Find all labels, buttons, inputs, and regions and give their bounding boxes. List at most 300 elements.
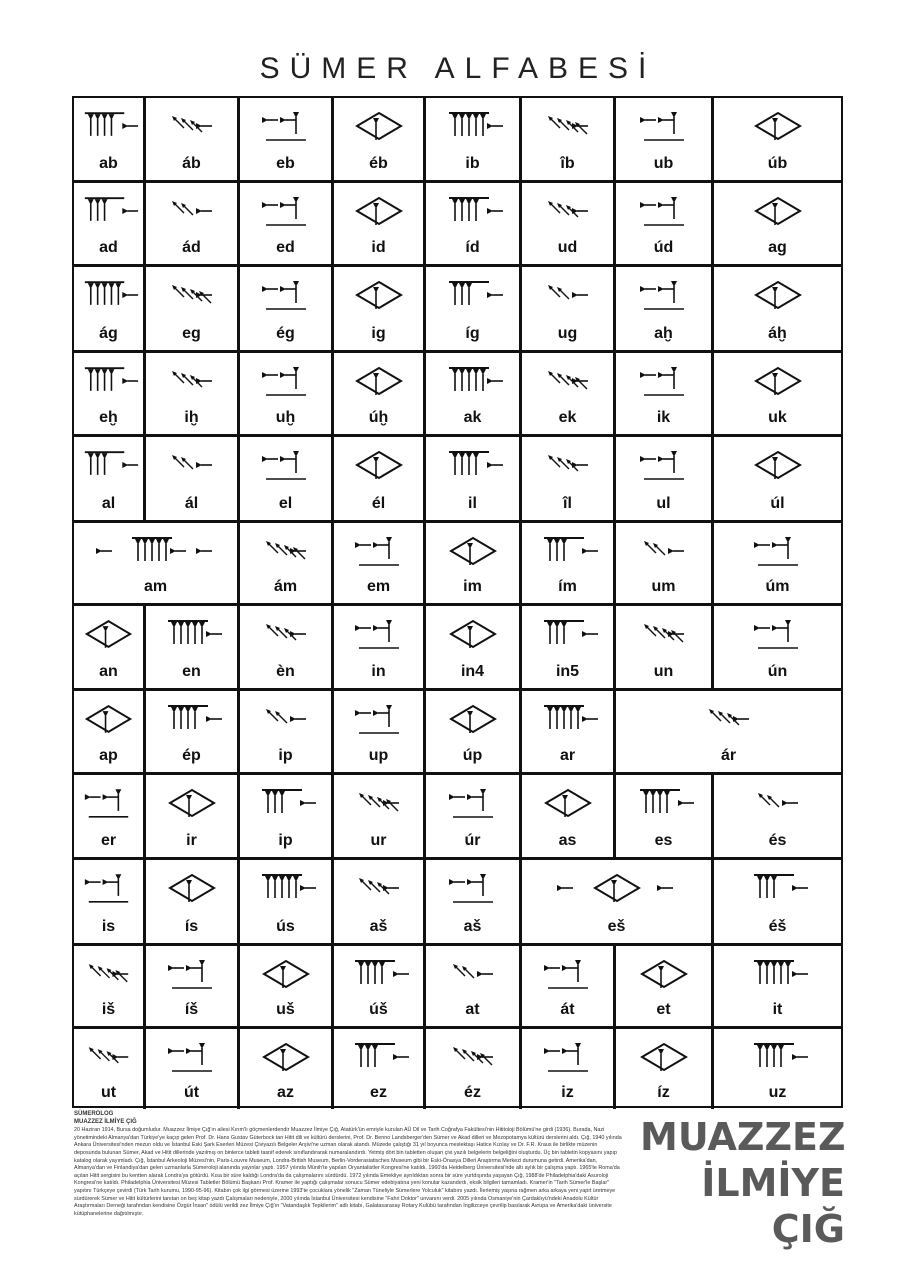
sign-label: ún [767,663,788,680]
sign-cell [616,353,714,434]
sign-cell [74,523,240,603]
sign-label: al [101,495,116,512]
grid-row [74,775,841,860]
sign-cell [146,98,240,180]
cuneiform-sign-icon [146,273,237,317]
sign-label: úd [653,239,674,256]
sign-label: ag [768,239,787,256]
grid-row [74,691,841,775]
sign-cell [240,860,334,943]
sign-cell [522,437,616,520]
sign-cell [240,183,334,264]
sign-cell [522,267,616,350]
sign-label: ig [371,325,386,342]
sign-cell [334,98,426,180]
sign-label: ib [465,155,480,172]
sign-label: up [368,747,389,764]
cuneiform-sign-icon [714,866,841,910]
sign-label: iš [101,1001,116,1018]
sign-cell [74,1029,146,1109]
sign-cell [426,691,522,772]
sign-cell [74,437,146,520]
cuneiform-sign-icon [616,529,711,573]
sign-label: él [371,495,386,512]
sign-cell [146,946,240,1026]
author-name [640,1114,845,1252]
sign-label: ip [278,832,293,849]
cuneiform-sign-icon [74,189,143,233]
sign-cell [334,860,426,943]
sign-label: úl [770,495,785,512]
bio-text: 20 Haziran 1914, Bursa doğumludur. Muazzez İlmiye Çığ'ın ailesi Kırım'lı göçmenlerdendir Muazzez İlmiye Çığ, Atatürk'ün emriyle kurulan AÜ Dil ve Tarih Coğrafya Fakültesi'nin Hititoloji Bölümü'ne girdi (1936). Burada, Nazi yönetimindeki Almanya'dan Türkiye'ye kaçıp gelen Prof. Dr. Hans Gustav Güterbock tan Hitit dili ve kültürü derslerini, Prof. Dr. Benno Landsberger'den Sümer ve Akad dilleri ve Mezopotamya kültürü derslerini aldı. Çığ, 1940 yılında Ankara Üniversitesi'nden mezun oldu ve İstanbul Eski Şark Eserleri Müzesi Çiviyazılı Belgeler Arşivi'ne uzman olarak atandı. Müzede çalıştığı 31 yıl boyunca meslektaşı Hatice Kızılay ve Dr. F.R. Kraus ile birlikte müzenin deposunda bulunan Sümer, Akad ve Hitit dillerinde yazılmış on binlerce tableti tasnif ederek sınıflandırarak numaralandırdı. Yetmiş dört bin tabletten oluşan çivi yazılı belgelerin belgeliğini oluşturdu. Üç bin tabletin kopyasını yapıp katalog olarak yayımladı. Çığ, İstanbul Arkeoloji Müzesi'nin, Paris-Louvre Museum, Londra-British Museum, Berlin-Vorderasiatisches Museum gibi bir Eski-Önasya Dilleri Araştırma Merkezi durumuna getirdi. Amerika'dan, Almanya'dan ve Finlandiya'dan gelen uzmanlarla Sümeroloji alanında yayınlar yaptı. 1957 yılında Münih'te yapılan Oryantalistler Kongresi'ne katıldı. 1960'da Heidelberg Üniversitesi'nde altı aylık bir çalışma yaptı. 1965'te Roma'da açılan Hitit sergisini bu kentten alarak Londra'ya götürdü. Kısa bir süre kaldığı Londra'da da çalışmalarını sürdürdü. 1972 yılında Emekliye ayrıldıktan sonra bir süre yurtdışında yaşayan Çığ, 1988'de Philadelphia'daki Asuroloji Kongresi'ne katıldı. Philadelphia Üniversitesi Müzesi Tabletler Bölümü Başkanı Prof. Kramer ile yaptığı çalışmalar sonucu Sümer edebiyatına yeni konular kazandırdı, eksik bilgileri tamamladı. Kramer'in "Tarih Sümer'le Başlar" yapıtını Türkçeye çevirdi (Türk Tarih kurumu, 1990-95-96). Kitabın çok ilgi görmesi üzerine 1993'te çocuklara yönelik "Zaman Tüneliyle Sümerlere Yolculuk" kitabını yazdı. İlerlemiş yaşına rağmen arka arkaya yeni yapıt üretmeye sürdürerek Sümer ve Hitit kültürlerini tanıtan on beş kitap yazdı Çalışmaları nedeniyle, 2000 yılında İstanbul Üniversitesi kendisine "Fahri Doktor" unvanını verdi. 2005 yılında Osmaniye'nin Çardaklıyü'ndeki Anadolu Kültür Araştırmaları Derneği tarafından kendisine Özgür İnsan" ödülü verildi zez İlmiye Çığ'ın "Vatandaşlık Tepkilerim" adlı kitabı, Galatasarasay Rotary Kulübü tarafından İngilizceye çevrilip basılarak Avrupa ve Amerika'daki üniversite kütüphanelerine dağıtılmıştır. [74,1127,622,1217]
cuneiform-sign-icon [714,443,841,487]
sign-label: eš [607,918,626,935]
author-line: ÇIĞ [771,1207,845,1251]
cuneiform-sign-icon [714,273,841,317]
sign-cell [714,860,841,943]
sign-cell [426,1029,522,1109]
sign-cell [334,606,426,688]
sign-label: at [465,1001,480,1018]
sign-cell [426,775,522,857]
cuneiform-sign-icon [334,612,423,656]
sign-cell [146,775,240,857]
sign-cell [146,691,240,772]
sign-label: et [656,1001,671,1018]
sign-cell [714,437,841,520]
sign-label: éš [768,918,787,935]
sign-label: út [183,1084,200,1101]
sign-label: um [651,578,676,595]
author-line: MUAZZEZ [640,1115,846,1159]
grid-row [74,98,841,183]
cuneiform-sign-icon [240,612,331,656]
cuneiform-sign-icon [146,104,237,148]
sign-cell [714,775,841,857]
grid-row [74,1029,841,1109]
cuneiform-sign-icon [74,359,143,403]
sign-cell [74,946,146,1026]
grid-row [74,267,841,353]
sign-cell [334,437,426,520]
sign-label: iz [561,1084,574,1101]
sign-cell [74,98,146,180]
sign-label: eḫ [99,409,118,426]
cuneiform-sign-icon [616,104,711,148]
cuneiform-sign-icon [522,697,613,741]
sign-label: un [653,663,674,680]
sign-label: éb [369,155,388,172]
sign-label: er [100,832,117,849]
cuneiform-sign-icon [522,273,613,317]
cuneiform-sign-icon [74,697,143,741]
sign-cell [616,98,714,180]
cuneiform-sign-icon [334,273,423,317]
cuneiform-sign-icon [714,359,841,403]
cuneiform-sign-icon [240,952,331,996]
sign-cell [240,946,334,1026]
sign-label: am [143,578,168,595]
cuneiform-sign-icon [146,359,237,403]
sign-cell [74,353,146,434]
cuneiform-sign-icon [240,866,331,910]
sign-label: es [654,832,673,849]
page-title: SÜMER ALFABESİ [259,52,657,85]
grid-row [74,353,841,437]
sign-cell [240,353,334,434]
sign-cell [714,606,841,688]
cuneiform-sign-icon [522,529,613,573]
sign-label: ár [720,747,737,764]
sign-cell [522,606,616,688]
sign-label: úḫ [368,409,389,426]
sign-cell [334,775,426,857]
cuneiform-sign-icon [714,952,841,996]
cuneiform-sign-icon [74,273,143,317]
cuneiform-sign-icon [616,781,711,825]
sign-label: aš [463,918,482,935]
cuneiform-sign-icon [522,104,613,148]
sign-cell [714,946,841,1026]
cuneiform-sign-icon [426,612,519,656]
sign-cell [240,1029,334,1109]
cuneiform-sign-icon [714,612,841,656]
cuneiform-sign-icon [334,781,423,825]
cuneiform-sign-icon [74,104,143,148]
sign-cell [240,523,334,603]
sign-cell [240,437,334,520]
sign-label: em [366,578,391,595]
sign-cell [74,267,146,350]
sign-label: íd [465,239,480,256]
sign-cell [334,946,426,1026]
sign-label: ám [273,578,298,595]
sign-cell [714,523,841,603]
cuneiform-sign-icon [522,359,613,403]
cuneiform-sign-icon [714,104,841,148]
cuneiform-sign-icon [74,612,143,656]
sign-label: íš [184,1001,199,1018]
cuneiform-sign-icon [240,781,331,825]
sign-cell [426,353,522,434]
cuneiform-sign-icon [146,952,237,996]
cuneiform-sign-icon [240,189,331,233]
cuneiform-sign-icon [74,443,143,487]
sign-cell [146,1029,240,1109]
sign-label: úb [767,155,788,172]
sign-label: áb [182,155,201,172]
cuneiform-sign-icon [334,952,423,996]
sign-label: úm [765,578,790,595]
grid-row [74,183,841,267]
sign-label: aḫ [654,325,673,342]
sign-label: ek [558,409,577,426]
sign-label: is [101,918,116,935]
sign-label: ud [557,239,578,256]
sign-cell [714,353,841,434]
cuneiform-sign-icon [240,1035,331,1079]
sign-label: ed [276,239,295,256]
sign-cell [616,946,714,1026]
sign-cell [426,523,522,603]
sign-label: ég [276,325,295,342]
sign-cell [522,98,616,180]
sign-cell [74,860,146,943]
sign-cell [146,860,240,943]
cuneiform-sign-icon [426,104,519,148]
cuneiform-sign-icon [146,697,237,741]
sign-cell [714,183,841,264]
sign-label: ir [186,832,197,849]
sign-cell [522,1029,616,1109]
sign-cell [522,353,616,434]
sign-cell [74,691,146,772]
cuneiform-sign-icon [334,104,423,148]
sign-cell [334,523,426,603]
sign-cell [240,606,334,688]
cuneiform-sign-icon [240,697,331,741]
sign-label: ar [559,747,576,764]
cuneiform-sign-icon [426,443,519,487]
cuneiform-sign-icon [240,443,331,487]
sign-label: áḫ [768,325,787,342]
grid-row [74,860,841,946]
cuneiform-sign-icon [616,189,711,233]
sign-cell [426,606,522,688]
sign-cell [714,98,841,180]
cuneiform-sign-icon [616,952,711,996]
sign-label: ul [656,495,671,512]
sign-label: úš [369,1001,388,1018]
cuneiform-sign-icon [426,359,519,403]
sign-label: èn [276,663,295,680]
sign-label: in4 [460,663,485,680]
sign-label: ik [656,409,671,426]
cuneiform-sign-icon [74,1035,143,1079]
sign-label: uz [768,1084,787,1101]
sign-cell [146,437,240,520]
cuneiform-sign-icon [146,443,237,487]
sign-label: îl [563,495,572,512]
sign-label: ab [99,155,118,172]
cuneiform-sign-icon [146,866,237,910]
sign-cell [334,267,426,350]
sign-cell [616,1029,714,1109]
grid-row [74,523,841,606]
sign-cell [616,183,714,264]
sign-label: ur [370,832,387,849]
cuneiform-sign-icon [426,273,519,317]
sign-label: ug [557,325,578,342]
cuneiform-sign-icon [240,273,331,317]
cuneiform-sign-icon [334,1035,423,1079]
sign-cell [522,523,616,603]
cuneiform-sign-icon [616,443,711,487]
sign-cell [146,353,240,434]
sign-cell [146,606,240,688]
cuneiform-sign-icon [616,697,841,741]
cuneiform-sign-icon [146,1035,237,1079]
sign-label: ád [182,239,201,256]
sign-cell [426,98,522,180]
sign-cell [616,523,714,603]
sign-label: uk [768,409,787,426]
sign-cell [426,437,522,520]
cuneiform-sign-icon [74,952,143,996]
sign-label: il [468,495,477,512]
sign-cell [616,691,841,772]
cuneiform-sign-icon [522,1035,613,1079]
cuneiform-sign-icon [522,952,613,996]
sign-label: íz [657,1084,670,1101]
cuneiform-sign-icon [522,612,613,656]
sign-label: és [768,832,787,849]
sign-label: ág [99,325,118,342]
sign-label: ál [184,495,199,512]
author-line: İLMİYE [701,1161,845,1205]
cuneiform-sign-icon [240,359,331,403]
sign-cell [426,183,522,264]
cuneiform-sign-icon [146,781,237,825]
sign-cell [426,267,522,350]
sign-label: in5 [555,663,580,680]
sign-cell [616,775,714,857]
sign-cell [616,437,714,520]
cuneiform-sign-icon [714,781,841,825]
sign-label: ip [278,747,293,764]
sign-cell [522,183,616,264]
sign-label: íg [465,325,480,342]
cuneiform-sign-icon [74,529,237,573]
grid-row [74,946,841,1029]
sign-cell [240,267,334,350]
cuneiform-sign-icon [334,697,423,741]
cuneiform-sign-icon [522,443,613,487]
grid-row [74,606,841,691]
cuneiform-sign-icon [426,952,519,996]
cuneiform-sign-icon [426,866,519,910]
bio-heading: SÜMEROLOG [74,1111,114,1117]
sign-cell [240,98,334,180]
sign-label: ím [558,578,577,595]
sign-label: ad [99,239,118,256]
sign-label: îb [560,155,575,172]
sign-cell [426,946,522,1026]
biography [74,1111,622,1218]
cuneiform-sign-icon [334,866,423,910]
cuneiform-sign-icon [714,1035,841,1079]
sign-cell [240,691,334,772]
sign-label: im [463,578,482,595]
sign-label: an [99,663,118,680]
cuneiform-sign-icon [74,866,143,910]
sign-cell [240,775,334,857]
sign-label: in [371,663,386,680]
sign-label: uš [276,1001,295,1018]
cuneiform-sign-icon [714,189,841,233]
cuneiform-sign-icon [616,359,711,403]
sign-label: ez [370,1084,387,1101]
sign-cell [714,267,841,350]
sign-cell [334,1029,426,1109]
sign-cell [522,946,616,1026]
sign-cell [74,775,146,857]
sign-label: iḫ [184,409,199,426]
cuneiform-sign-icon [522,866,711,910]
sign-label: uḫ [275,409,296,426]
cuneiform-sign-icon [426,189,519,233]
sign-label: ut [100,1084,117,1101]
sign-label: ép [182,747,201,764]
sign-label: el [278,495,293,512]
sign-label: as [558,832,577,849]
sign-label: éz [464,1084,481,1101]
sign-label: it [772,1001,783,1018]
sign-cell [74,183,146,264]
sign-label: át [560,1001,575,1018]
cuneiform-sign-icon [616,1035,711,1079]
sign-cell [616,267,714,350]
cuneiform-sign-icon [334,443,423,487]
sign-cell [334,353,426,434]
cuneiform-sign-icon [616,273,711,317]
sign-cell [334,183,426,264]
cuneiform-sign-icon [522,781,613,825]
cuneiform-sign-icon [714,529,841,573]
sign-label: eb [276,155,295,172]
sign-cell [522,860,714,943]
sign-cell [714,1029,841,1109]
sign-label: az [277,1084,294,1101]
cuneiform-sign-icon [146,612,237,656]
sign-label: en [182,663,201,680]
alphabet-grid [72,96,843,1108]
sign-label: ap [99,747,118,764]
sign-label: ak [463,409,482,426]
cuneiform-sign-icon [334,359,423,403]
cuneiform-sign-icon [146,189,237,233]
sign-label: eg [182,325,201,342]
sign-cell [146,267,240,350]
sign-label: ub [653,155,674,172]
sign-label: úr [464,832,481,849]
cuneiform-sign-icon [426,1035,519,1079]
cuneiform-sign-icon [334,529,423,573]
sign-cell [522,691,616,772]
sign-cell [146,183,240,264]
sign-label: aš [369,918,388,935]
cuneiform-sign-icon [334,189,423,233]
sign-label: úp [462,747,483,764]
cuneiform-sign-icon [426,697,519,741]
sign-cell [616,606,714,688]
cuneiform-sign-icon [74,781,143,825]
sign-label: ís [184,918,199,935]
sign-label: ús [276,918,295,935]
sign-cell [426,860,522,943]
sign-cell [522,775,616,857]
bio-subheading: MUAZZEZ İLMİYE ÇIĞ [74,1118,137,1125]
cuneiform-sign-icon [240,529,331,573]
cuneiform-sign-icon [616,612,711,656]
cuneiform-sign-icon [426,781,519,825]
cuneiform-sign-icon [522,189,613,233]
sign-cell [334,691,426,772]
sign-cell [74,606,146,688]
cuneiform-sign-icon [240,104,331,148]
sign-label: id [371,239,386,256]
grid-row [74,437,841,523]
